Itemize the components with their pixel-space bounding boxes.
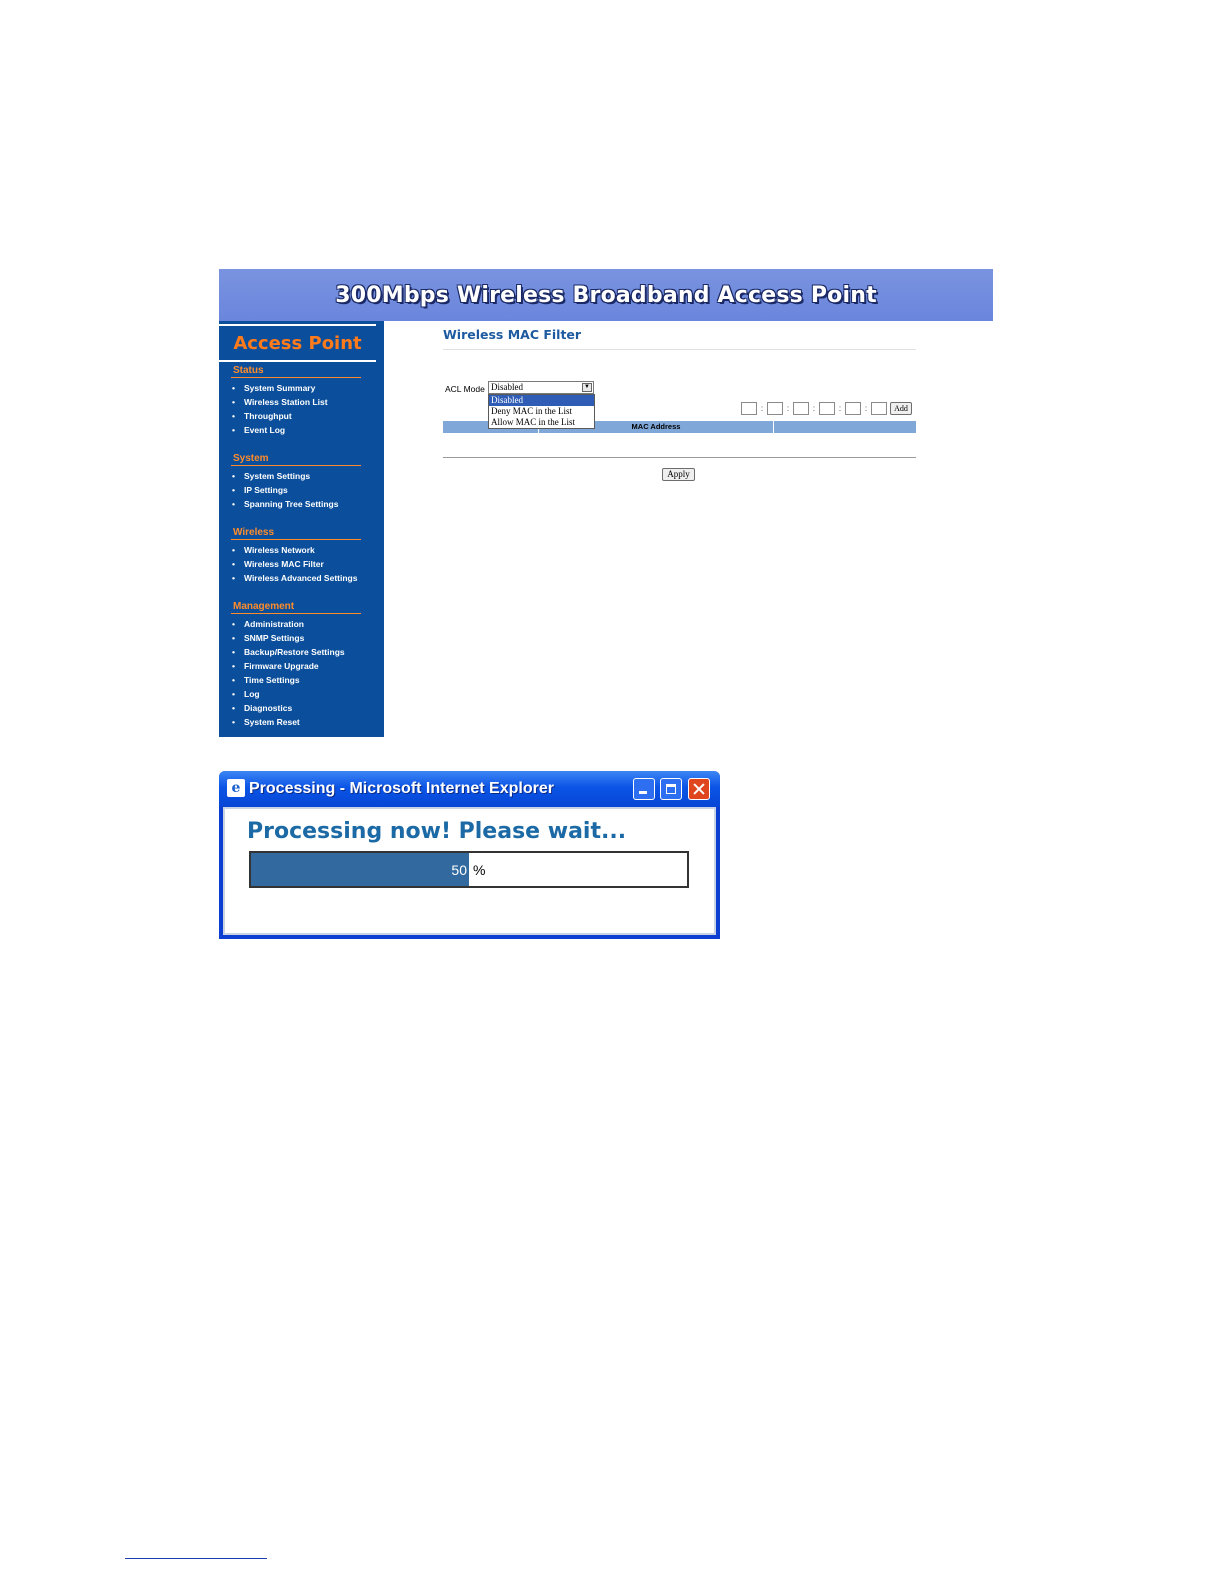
sidebar-item-throughput[interactable]: • Throughput [231, 409, 361, 423]
brand-logo [219, 324, 376, 362]
sidebar-item-backup-restore-settings[interactable]: • Backup/Restore Settings [231, 645, 361, 659]
progress-bar [249, 851, 689, 888]
acl-mode-label: ACL Mode [445, 384, 485, 394]
acl-option-deny[interactable]: Deny MAC in the List [491, 406, 572, 416]
minimize-button[interactable] [633, 778, 655, 800]
sidebar-item-time-settings[interactable]: • Time Settings [231, 673, 361, 687]
apply-button[interactable]: Apply [662, 468, 695, 481]
acl-option-allow[interactable]: Allow MAC in the List [491, 417, 576, 427]
sidebar-item-log[interactable]: • Log [231, 687, 361, 701]
form-divider [443, 457, 916, 458]
sidebar-item-snmp-settings[interactable]: • SNMP Settings [231, 631, 361, 645]
nav-heading-management: Management [231, 601, 361, 614]
table-header-mac-address: MAC Address [539, 421, 774, 433]
nav-section-status [231, 365, 361, 437]
progress-unit: % [473, 862, 486, 878]
sidebar-item-system-settings[interactable]: • System Settings [231, 469, 361, 483]
header-banner [219, 269, 993, 321]
mac-separator: : [786, 404, 790, 413]
progress-bar-fill [251, 853, 469, 886]
nav-section-wireless [231, 527, 361, 585]
title-divider [443, 349, 916, 350]
sidebar-item-system-reset[interactable]: • System Reset [231, 715, 361, 729]
mac-octet-input-6[interactable] [871, 402, 887, 415]
sidebar-item-administration[interactable]: • Administration [231, 617, 361, 631]
main-content [443, 321, 993, 737]
sidebar-item-diagnostics[interactable]: • Diagnostics [231, 701, 361, 715]
sidebar-item-system-summary[interactable]: • System Summary [231, 381, 361, 395]
internet-explorer-icon: e [227, 779, 245, 797]
sidebar-item-wireless-mac-filter[interactable]: • Wireless MAC Filter [231, 557, 361, 571]
mac-separator: : [812, 404, 816, 413]
page-title: Wireless MAC Filter [443, 327, 582, 342]
mac-octet-input-5[interactable] [845, 402, 861, 415]
footnote-divider [125, 1558, 267, 1559]
mac-separator: : [838, 404, 842, 413]
sidebar-item-wireless-station-list[interactable]: • Wireless Station List [231, 395, 361, 409]
mac-octet-input-2[interactable] [767, 402, 783, 415]
dialog-body [223, 807, 716, 935]
sidebar-item-event-log[interactable]: • Event Log [231, 423, 361, 437]
mac-separator: : [864, 404, 868, 413]
dialog-title: Processing - Microsoft Internet Explorer [249, 780, 554, 797]
mac-octet-input-4[interactable] [819, 402, 835, 415]
sidebar-item-ip-settings[interactable]: • IP Settings [231, 483, 361, 497]
mac-octet-input-3[interactable] [793, 402, 809, 415]
acl-mode-selected-value: Disabled [491, 382, 523, 392]
brand-label: Access Point [233, 332, 362, 354]
router-web-ui [219, 269, 993, 737]
close-button[interactable] [688, 778, 710, 800]
nav-section-system [231, 453, 361, 511]
dialog-titlebar [219, 771, 720, 807]
nav-heading-status: Status [231, 365, 361, 378]
chevron-down-icon[interactable]: ▼ [582, 383, 592, 392]
acl-option-disabled[interactable]: Disabled [489, 395, 594, 406]
nav-section-management [231, 601, 361, 729]
mac-octet-input-1[interactable] [741, 402, 757, 415]
mac-separator: : [760, 404, 764, 413]
processing-message: Processing now! Please wait... [247, 819, 627, 844]
sidebar-item-spanning-tree-settings[interactable]: • Spanning Tree Settings [231, 497, 361, 511]
mac-address-inputs [741, 401, 912, 416]
processing-dialog [219, 771, 720, 939]
progress-value: 50 [451, 862, 467, 878]
acl-mode-select[interactable] [488, 381, 594, 394]
maximize-button[interactable] [660, 778, 682, 800]
table-header-cell [774, 421, 916, 433]
sidebar-item-wireless-advanced-settings[interactable]: • Wireless Advanced Settings [231, 571, 361, 585]
add-button[interactable]: Add [890, 402, 912, 415]
nav-heading-system: System [231, 453, 361, 466]
sidebar-item-wireless-network[interactable]: • Wireless Network [231, 543, 361, 557]
nav-heading-wireless: Wireless [231, 527, 361, 540]
acl-mode-dropdown [488, 394, 595, 429]
sidebar [219, 321, 384, 737]
banner-title: 300Mbps Wireless Broadband Access Point [335, 282, 877, 308]
sidebar-item-firmware-upgrade[interactable]: • Firmware Upgrade [231, 659, 361, 673]
